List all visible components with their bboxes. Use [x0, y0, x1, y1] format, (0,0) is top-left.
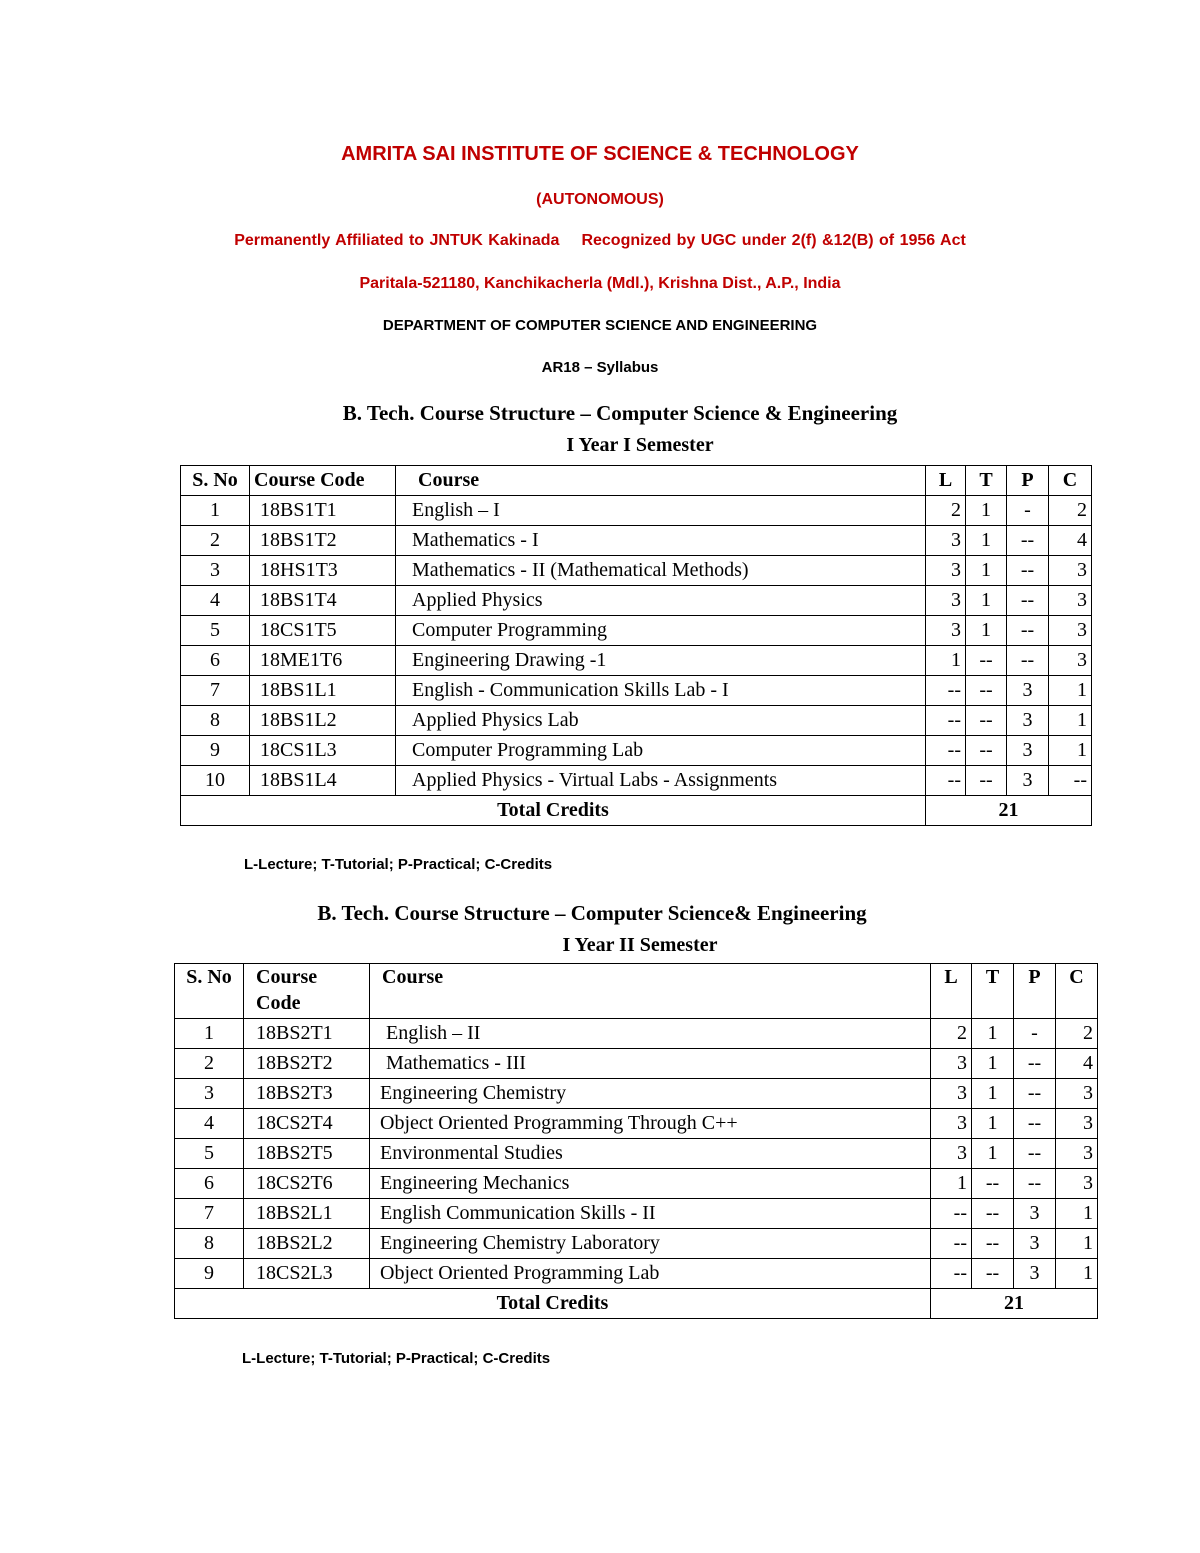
total-credits-value: 21 — [926, 796, 1092, 826]
table-row — [175, 1079, 1098, 1109]
cell-course-code: 18HS1T3 — [250, 556, 396, 586]
cell-course-code: 18BS2T1 — [244, 1019, 370, 1049]
column-header-p: P — [1007, 466, 1049, 496]
cell-l: 3 — [926, 616, 966, 646]
cell-sno: 10 — [181, 766, 250, 796]
cell-l: 3 — [926, 556, 966, 586]
cell-course-code: 18BS2T3 — [244, 1079, 370, 1109]
cell-t: -- — [966, 706, 1007, 736]
semester2-course-table — [174, 963, 1098, 1319]
column-header-course: Course — [370, 964, 931, 1019]
table-row — [175, 1049, 1098, 1079]
cell-sno: 5 — [175, 1139, 244, 1169]
cell-t: -- — [966, 766, 1007, 796]
cell-sno: 8 — [181, 706, 250, 736]
cell-course: Applied Physics — [396, 586, 926, 616]
cell-l: 2 — [931, 1019, 972, 1049]
cell-c: 1 — [1056, 1199, 1098, 1229]
cell-l: 1 — [931, 1169, 972, 1199]
cell-p: -- — [1014, 1139, 1056, 1169]
semester2-table-body — [175, 1019, 1098, 1289]
autonomous-label: (AUTONOMOUS) — [536, 191, 664, 208]
cell-t: 1 — [972, 1109, 1014, 1139]
table-row — [181, 646, 1092, 676]
column-header-p: P — [1014, 964, 1056, 1019]
total-credits-label: Total Credits — [181, 796, 926, 826]
total-credits-label: Total Credits — [175, 1289, 931, 1319]
cell-sno: 2 — [181, 526, 250, 556]
cell-course: Engineering Chemistry — [370, 1079, 931, 1109]
cell-l: -- — [926, 766, 966, 796]
cell-sno: 6 — [175, 1169, 244, 1199]
cell-c: 1 — [1056, 1229, 1098, 1259]
cell-course: Engineering Mechanics — [370, 1169, 931, 1199]
cell-course-code: 18BS1L1 — [250, 676, 396, 706]
cell-course: Applied Physics - Virtual Labs - Assignments — [396, 766, 926, 796]
cell-p: -- — [1007, 556, 1049, 586]
table-row — [175, 1259, 1098, 1289]
table-row — [181, 586, 1092, 616]
cell-l: 3 — [931, 1049, 972, 1079]
cell-course: English – II — [370, 1019, 931, 1049]
cell-sno: 3 — [175, 1079, 244, 1109]
cell-course: Computer Programming — [396, 616, 926, 646]
cell-course: Mathematics - I — [396, 526, 926, 556]
affiliation-right: Recognized by UGC under 2(f) &12(B) of 1956 Act — [581, 232, 966, 249]
cell-course: Mathematics - III — [370, 1049, 931, 1079]
cell-c: 3 — [1049, 646, 1092, 676]
cell-course-code: 18ME1T6 — [250, 646, 396, 676]
cell-l: 3 — [931, 1109, 972, 1139]
cell-p: 3 — [1007, 766, 1049, 796]
cell-c: 3 — [1049, 616, 1092, 646]
cell-sno: 9 — [175, 1259, 244, 1289]
cell-c: 2 — [1056, 1019, 1098, 1049]
cell-course: English - Communication Skills Lab - I — [396, 676, 926, 706]
cell-t: -- — [972, 1229, 1014, 1259]
cell-c: 3 — [1056, 1139, 1098, 1169]
affiliation-left: Permanently Affiliated to JNTUK Kakinada — [234, 232, 560, 249]
cell-course: Applied Physics Lab — [396, 706, 926, 736]
cell-t: -- — [972, 1259, 1014, 1289]
cell-t: 1 — [966, 616, 1007, 646]
cell-course-code: 18BS2L2 — [244, 1229, 370, 1259]
table-row — [175, 1169, 1098, 1199]
table-row — [181, 706, 1092, 736]
table-row — [175, 1229, 1098, 1259]
cell-c: 3 — [1049, 586, 1092, 616]
cell-l: -- — [926, 736, 966, 766]
table-row — [175, 1139, 1098, 1169]
cell-c: 1 — [1049, 736, 1092, 766]
cell-t: 1 — [972, 1079, 1014, 1109]
cell-p: 3 — [1014, 1229, 1056, 1259]
table-row — [175, 1019, 1098, 1049]
cell-p: -- — [1014, 1109, 1056, 1139]
cell-l: 3 — [931, 1079, 972, 1109]
total-credits-row — [175, 1289, 1098, 1319]
cell-c: 3 — [1056, 1109, 1098, 1139]
cell-sno: 8 — [175, 1229, 244, 1259]
cell-l: -- — [926, 676, 966, 706]
column-header-sno: S. No — [175, 964, 244, 1019]
cell-p: -- — [1014, 1079, 1056, 1109]
cell-t: -- — [966, 736, 1007, 766]
cell-l: 2 — [926, 496, 966, 526]
table-row — [181, 616, 1092, 646]
cell-course: Computer Programming Lab — [396, 736, 926, 766]
cell-c: -- — [1049, 766, 1092, 796]
column-header-course-code: Course Code — [244, 964, 370, 1019]
column-header-course: Course — [396, 466, 926, 496]
cell-c: 1 — [1049, 706, 1092, 736]
cell-l: -- — [931, 1259, 972, 1289]
affiliation-line — [0, 232, 1200, 250]
cell-l: 3 — [926, 526, 966, 556]
cell-l: -- — [926, 706, 966, 736]
cell-course-code: 18BS2T2 — [244, 1049, 370, 1079]
cell-l: -- — [931, 1199, 972, 1229]
semester1-subheading: I Year I Semester — [566, 434, 714, 456]
column-header-t: T — [966, 466, 1007, 496]
cell-t: -- — [972, 1199, 1014, 1229]
cell-l: 3 — [931, 1139, 972, 1169]
table-row — [181, 556, 1092, 586]
cell-l: 3 — [926, 586, 966, 616]
institute-name: AMRITA SAI INSTITUTE OF SCIENCE & TECHNOLOGY — [341, 143, 859, 165]
column-header-l: L — [931, 964, 972, 1019]
cell-course: Engineering Drawing -1 — [396, 646, 926, 676]
cell-t: 1 — [972, 1019, 1014, 1049]
cell-course-code: 18BS1T1 — [250, 496, 396, 526]
cell-course: English – I — [396, 496, 926, 526]
cell-course-code: 18CS1T5 — [250, 616, 396, 646]
semester1-legend: L-Lecture; T-Tutorial; P-Practical; C-Credits — [244, 856, 553, 873]
cell-course: Engineering Chemistry Laboratory — [370, 1229, 931, 1259]
cell-course-code: 18CS2L3 — [244, 1259, 370, 1289]
cell-course: Mathematics - II (Mathematical Methods) — [396, 556, 926, 586]
column-header-sno: S. No — [181, 466, 250, 496]
table-header-row — [175, 964, 1098, 1019]
cell-sno: 5 — [181, 616, 250, 646]
cell-t: 1 — [966, 556, 1007, 586]
cell-p: -- — [1014, 1169, 1056, 1199]
cell-t: -- — [966, 676, 1007, 706]
total-credits-value: 21 — [931, 1289, 1098, 1319]
cell-c: 3 — [1056, 1169, 1098, 1199]
cell-course-code: 18CS2T6 — [244, 1169, 370, 1199]
cell-l: 1 — [926, 646, 966, 676]
cell-sno: 4 — [181, 586, 250, 616]
table-row — [181, 736, 1092, 766]
cell-sno: 7 — [181, 676, 250, 706]
cell-course-code: 18BS2L1 — [244, 1199, 370, 1229]
semester2-subheading: I Year II Semester — [562, 934, 718, 956]
cell-sno: 9 — [181, 736, 250, 766]
cell-p: -- — [1007, 616, 1049, 646]
cell-t: 1 — [972, 1049, 1014, 1079]
total-credits-row — [181, 796, 1092, 826]
syllabus-label: AR18 – Syllabus — [541, 359, 659, 376]
column-header-l: L — [926, 466, 966, 496]
table-row — [175, 1109, 1098, 1139]
cell-c: 2 — [1049, 496, 1092, 526]
cell-course-code: 18CS2T4 — [244, 1109, 370, 1139]
cell-t: 1 — [966, 586, 1007, 616]
cell-course: English Communication Skills - II — [370, 1199, 931, 1229]
cell-p: 3 — [1014, 1199, 1056, 1229]
cell-course-code: 18CS1L3 — [250, 736, 396, 766]
cell-t: 1 — [966, 496, 1007, 526]
department-name: DEPARTMENT OF COMPUTER SCIENCE AND ENGINEERING — [382, 317, 818, 334]
cell-c: 3 — [1049, 556, 1092, 586]
semester2-heading: B. Tech. Course Structure – Computer Science& Engineering — [317, 901, 867, 925]
cell-p: 3 — [1007, 736, 1049, 766]
cell-t: -- — [966, 646, 1007, 676]
cell-p: - — [1014, 1019, 1056, 1049]
cell-t: 1 — [966, 526, 1007, 556]
table-row — [181, 526, 1092, 556]
table-row — [181, 496, 1092, 526]
cell-t: -- — [972, 1169, 1014, 1199]
cell-sno: 1 — [181, 496, 250, 526]
cell-p: - — [1007, 496, 1049, 526]
cell-course: Object Oriented Programming Lab — [370, 1259, 931, 1289]
cell-p: 3 — [1007, 676, 1049, 706]
cell-sno: 4 — [175, 1109, 244, 1139]
cell-c: 4 — [1049, 526, 1092, 556]
cell-p: 3 — [1007, 706, 1049, 736]
cell-c: 3 — [1056, 1079, 1098, 1109]
cell-p: -- — [1007, 586, 1049, 616]
cell-course-code: 18BS1L4 — [250, 766, 396, 796]
cell-l: -- — [931, 1229, 972, 1259]
cell-sno: 2 — [175, 1049, 244, 1079]
column-header-course-code: Course Code — [250, 466, 396, 496]
table-row — [175, 1199, 1098, 1229]
cell-course-code: 18BS1T4 — [250, 586, 396, 616]
cell-course: Environmental Studies — [370, 1139, 931, 1169]
institute-address: Paritala-521180, Kanchikacherla (Mdl.), Krishna Dist., A.P., India — [359, 275, 841, 292]
column-header-t: T — [972, 964, 1014, 1019]
cell-t: 1 — [972, 1139, 1014, 1169]
cell-course-code: 18BS1T2 — [250, 526, 396, 556]
cell-p: -- — [1014, 1049, 1056, 1079]
cell-sno: 1 — [175, 1019, 244, 1049]
semester1-course-table — [180, 465, 1092, 826]
column-header-c: C — [1049, 466, 1092, 496]
cell-course: Object Oriented Programming Through C++ — [370, 1109, 931, 1139]
cell-p: 3 — [1014, 1259, 1056, 1289]
cell-course-code: 18BS1L2 — [250, 706, 396, 736]
cell-sno: 7 — [175, 1199, 244, 1229]
cell-sno: 6 — [181, 646, 250, 676]
column-header-c: C — [1056, 964, 1098, 1019]
semester1-table-body — [181, 496, 1092, 796]
cell-c: 1 — [1049, 676, 1092, 706]
table-row — [181, 766, 1092, 796]
cell-p: -- — [1007, 646, 1049, 676]
cell-sno: 3 — [181, 556, 250, 586]
cell-c: 4 — [1056, 1049, 1098, 1079]
table-header-row — [181, 466, 1092, 496]
table-row — [181, 676, 1092, 706]
cell-course-code: 18BS2T5 — [244, 1139, 370, 1169]
semester2-legend: L-Lecture; T-Tutorial; P-Practical; C-Credits — [242, 1350, 551, 1367]
cell-c: 1 — [1056, 1259, 1098, 1289]
cell-p: -- — [1007, 526, 1049, 556]
